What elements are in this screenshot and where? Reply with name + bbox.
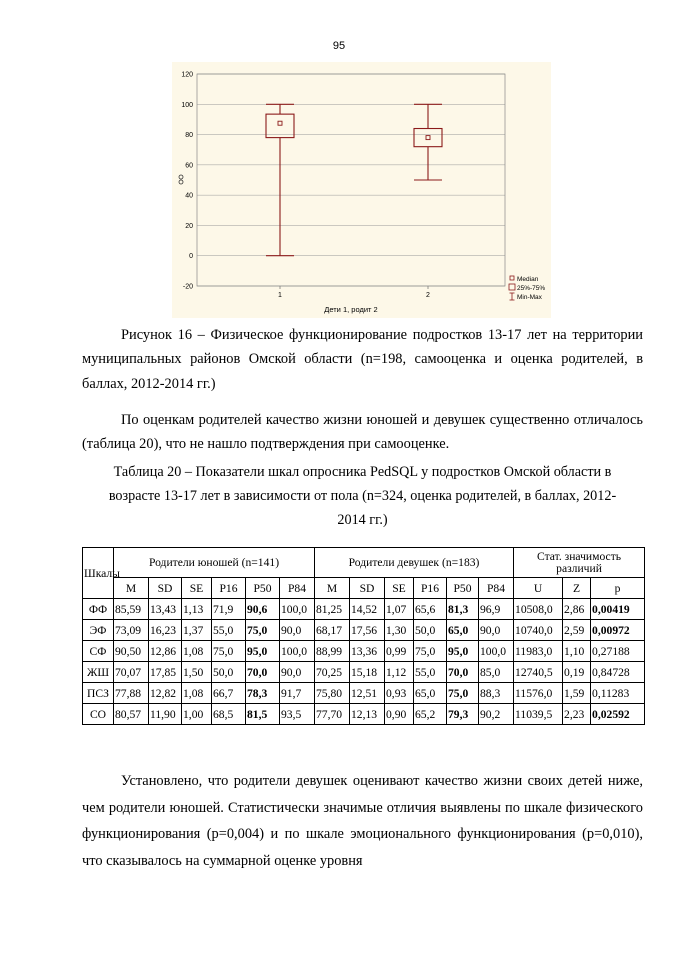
table-cell: 70,07 <box>114 662 149 683</box>
table-cell: 50,0 <box>212 662 246 683</box>
group-header-girls: Родители девушек (n=183) <box>315 548 514 578</box>
table-cell: 96,9 <box>479 599 514 620</box>
table-cell: 70,0 <box>246 662 280 683</box>
table-cell: 65,6 <box>414 599 447 620</box>
table-cell: 1,07 <box>385 599 414 620</box>
x-tick-label: 1 <box>278 292 282 299</box>
box-2 <box>414 104 442 180</box>
table-cell: 55,0 <box>414 662 447 683</box>
sub-header-cell: p <box>591 578 645 599</box>
table-cell: 10508,0 <box>514 599 563 620</box>
table-cell: 0,84728 <box>591 662 645 683</box>
chart-grid <box>197 74 505 286</box>
table-cell: 11,90 <box>149 704 182 725</box>
table-cell: 13,36 <box>350 641 385 662</box>
x-tick-labels <box>278 286 430 299</box>
sub-header-cell: SD <box>149 578 182 599</box>
boxplot-figure <box>172 62 551 318</box>
table-cell: 1,08 <box>182 683 212 704</box>
legend-median-label: Median <box>517 276 539 283</box>
y-tick-label: 60 <box>185 162 193 170</box>
table-cell: 1,13 <box>182 599 212 620</box>
table-row <box>83 704 645 725</box>
table-title: Таблица 20 – Показатели шкал опросника PedSQL у подростков Омской области в возрасте 13-17 лет в зависимости от пола (n=324, оценка родителей, в баллах, 2012-2014 гг.) <box>108 464 617 528</box>
table-cell: 75,0 <box>212 641 246 662</box>
table-cell: 0,93 <box>385 683 414 704</box>
table-cell: 0,00419 <box>591 599 645 620</box>
table-cell: 17,56 <box>350 620 385 641</box>
table-cell: 0,99 <box>385 641 414 662</box>
table-cell: 100,0 <box>479 641 514 662</box>
legend-median-marker <box>510 276 514 280</box>
table-cell: 95,0 <box>447 641 479 662</box>
table-cell: 0,02592 <box>591 704 645 725</box>
table-row <box>83 620 645 641</box>
legend-box-marker <box>509 284 515 290</box>
table-cell: 90,6 <box>246 599 280 620</box>
plot-area-frame <box>197 74 505 286</box>
table-cell: 70,0 <box>447 662 479 683</box>
sub-header-cell: P84 <box>479 578 514 599</box>
table-cell: 80,57 <box>114 704 149 725</box>
y-tick-label: 0 <box>189 253 193 261</box>
y-tick-label: 40 <box>185 192 193 200</box>
table-cell: 73,09 <box>114 620 149 641</box>
table-cell: 2,23 <box>563 704 591 725</box>
table-cell: 79,3 <box>447 704 479 725</box>
table-cell: 17,85 <box>149 662 182 683</box>
table-cell: 95,0 <box>246 641 280 662</box>
median-marker <box>426 136 430 140</box>
table-cell: 12740,5 <box>514 662 563 683</box>
table-cell: 66,7 <box>212 683 246 704</box>
legend-whisker-label: Min-Max <box>517 294 542 301</box>
table-cell: 68,17 <box>315 620 350 641</box>
table-cell: 91,7 <box>280 683 315 704</box>
sub-header-cell: P16 <box>212 578 246 599</box>
table-cell: 90,0 <box>479 620 514 641</box>
table-cell: 75,0 <box>246 620 280 641</box>
table-cell: 78,3 <box>246 683 280 704</box>
table-cell: 75,0 <box>414 641 447 662</box>
table-cell: 0,90 <box>385 704 414 725</box>
boxplot-chart <box>172 62 551 318</box>
y-tick-label: 100 <box>181 101 193 109</box>
table-cell: 13,43 <box>149 599 182 620</box>
scale-label: ЖШ <box>83 662 114 683</box>
iqr-box <box>266 114 294 137</box>
table-cell: 12,13 <box>350 704 385 725</box>
table-cell: 93,5 <box>280 704 315 725</box>
table-cell: 0,19 <box>563 662 591 683</box>
page-number: 95 <box>332 40 346 52</box>
table-cell: 90,50 <box>114 641 149 662</box>
table-cell: 0,11283 <box>591 683 645 704</box>
table-cell: 50,0 <box>414 620 447 641</box>
sub-header-cell: P50 <box>246 578 280 599</box>
table-cell: 90,2 <box>479 704 514 725</box>
table-cell: 11039,5 <box>514 704 563 725</box>
table-cell: 1,59 <box>563 683 591 704</box>
scale-label: ЭФ <box>83 620 114 641</box>
table-cell: 1,10 <box>563 641 591 662</box>
table-cell: 75,80 <box>315 683 350 704</box>
sub-header-cell: SD <box>350 578 385 599</box>
sub-header-cell: U <box>514 578 563 599</box>
table-cell: 75,0 <box>447 683 479 704</box>
scale-label: СО <box>83 704 114 725</box>
table-cell: 12,82 <box>149 683 182 704</box>
y-tick-label: 20 <box>185 222 193 230</box>
table-cell: 11983,0 <box>514 641 563 662</box>
table-cell: 81,3 <box>447 599 479 620</box>
table-cell: 55,0 <box>212 620 246 641</box>
table-cell: 65,0 <box>414 683 447 704</box>
x-tick-label: 2 <box>426 292 430 299</box>
box-1 <box>266 104 294 255</box>
table-cell: 71,9 <box>212 599 246 620</box>
sub-header-row <box>83 578 645 599</box>
table-cell: 65,0 <box>447 620 479 641</box>
table-cell: 100,0 <box>280 641 315 662</box>
table-cell: 1,12 <box>385 662 414 683</box>
table-cell: 100,0 <box>280 599 315 620</box>
table-cell: 77,88 <box>114 683 149 704</box>
table-cell: 90,0 <box>280 620 315 641</box>
sub-header-cell: M <box>114 578 149 599</box>
table-row <box>83 662 645 683</box>
scale-label: ПСЗ <box>83 683 114 704</box>
table-cell: 10740,0 <box>514 620 563 641</box>
sub-header-cell: SE <box>182 578 212 599</box>
chart-legend <box>509 276 545 301</box>
table-cell: 1,37 <box>182 620 212 641</box>
table-cell: 68,5 <box>212 704 246 725</box>
table-cell: 14,52 <box>350 599 385 620</box>
table-body <box>83 599 645 725</box>
table-cell: 2,59 <box>563 620 591 641</box>
y-axis-glyph <box>179 175 183 184</box>
table-row <box>83 683 645 704</box>
legend-box-label: 25%-75% <box>517 285 546 292</box>
table-cell: 1,08 <box>182 641 212 662</box>
table-cell: 12,51 <box>350 683 385 704</box>
table-cell: 11576,0 <box>514 683 563 704</box>
figure-caption: Рисунок 16 – Физическое функционирование подростков 13-17 лет на территории муниципальных районов Омской области (n=198, самооценка и оценка родителей, в баллах, 2012-2014 гг.) <box>82 327 643 392</box>
table-cell: 85,0 <box>479 662 514 683</box>
table-cell: 88,3 <box>479 683 514 704</box>
table-row <box>83 641 645 662</box>
statistics-table <box>82 547 645 725</box>
table-cell: 15,18 <box>350 662 385 683</box>
scale-label: ФФ <box>83 599 114 620</box>
table-cell: 81,25 <box>315 599 350 620</box>
group-header-boys: Родители юношей (n=141) <box>114 548 315 578</box>
body-paragraph-2: Установлено, что родители девушек оценивают качество жизни своих детей ниже, чем родители юношей. Статистически значимые отличия выявлены по шкале физического функционирования (p=0,004) и по шкале эмоционального функционирования (p=0,010), что сказывалось на суммарной оценке уровня <box>82 773 643 869</box>
table-cell: 81,5 <box>246 704 280 725</box>
table-cell: 65,2 <box>414 704 447 725</box>
table-cell: 2,86 <box>563 599 591 620</box>
table-cell: 70,25 <box>315 662 350 683</box>
legend-whisker-marker <box>510 293 515 300</box>
table-cell: 16,23 <box>149 620 182 641</box>
table-cell: 0,00972 <box>591 620 645 641</box>
median-marker <box>278 121 282 125</box>
y-tick-label: 80 <box>185 132 193 140</box>
table-cell: 0,27188 <box>591 641 645 662</box>
sub-header-cell: M <box>315 578 350 599</box>
sub-header-cell: SE <box>385 578 414 599</box>
sub-header-cell: P50 <box>447 578 479 599</box>
table-cell: 1,30 <box>385 620 414 641</box>
table-cell: 1,50 <box>182 662 212 683</box>
sub-header-cell: P84 <box>280 578 315 599</box>
body-paragraph-1: По оценкам родителей качество жизни юношей и девушек существенно отличалось (таблица 20), что не нашло подтверждения при самооценке. <box>82 412 643 453</box>
table-cell: 85,59 <box>114 599 149 620</box>
table-cell: 12,86 <box>149 641 182 662</box>
y-tick-label: -20 <box>182 283 193 291</box>
sub-header-cell: P16 <box>414 578 447 599</box>
y-tick-label: 120 <box>181 71 193 79</box>
sub-header-cell: Z <box>563 578 591 599</box>
corner-header: Шкалы <box>83 548 114 599</box>
iqr-box <box>414 129 442 147</box>
table-cell: 77,70 <box>315 704 350 725</box>
x-axis-label: Дети 1, родит 2 <box>324 305 378 314</box>
group-header-stat: Стат. значимость различий <box>514 548 645 578</box>
table-cell: 90,0 <box>280 662 315 683</box>
table-cell: 1,00 <box>182 704 212 725</box>
scale-label: СФ <box>83 641 114 662</box>
table-cell: 88,99 <box>315 641 350 662</box>
table-row <box>83 599 645 620</box>
boxplot-boxes <box>266 104 442 255</box>
